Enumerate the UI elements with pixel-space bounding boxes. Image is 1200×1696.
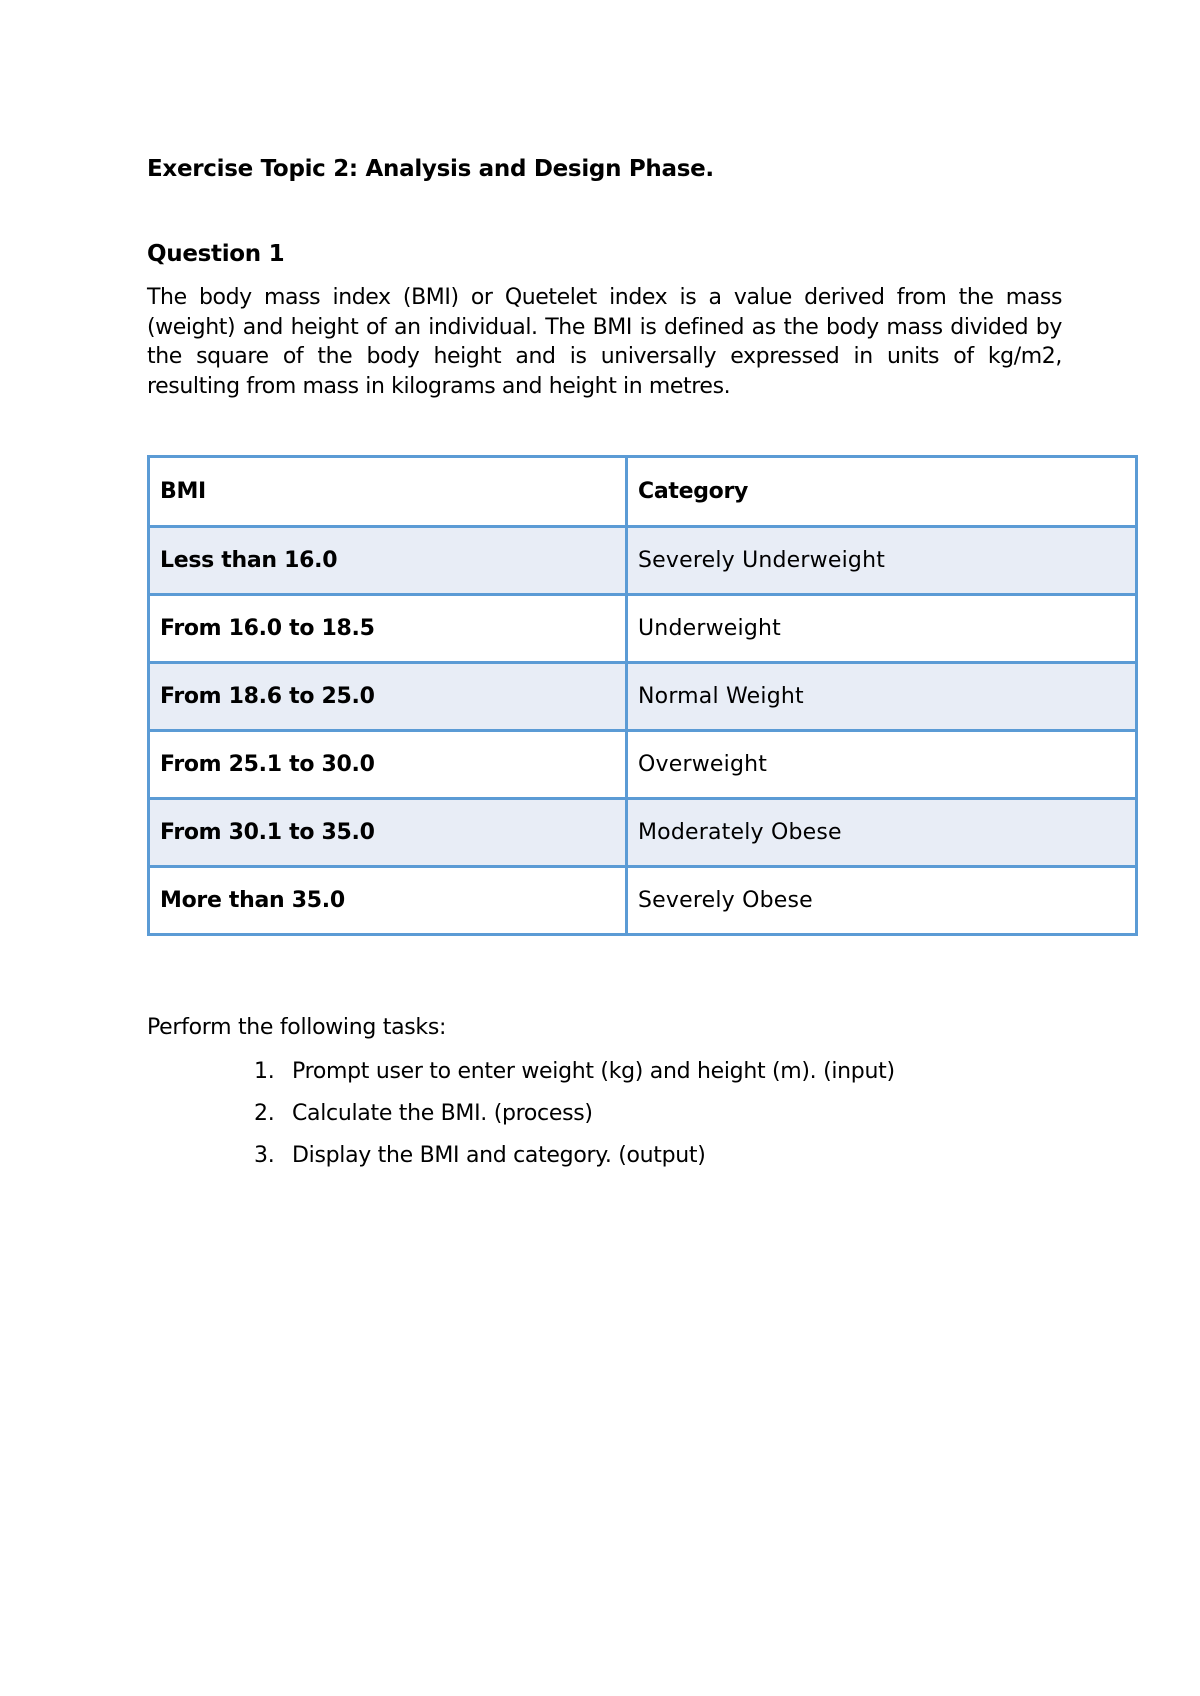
task-text: Display the BMI and category. (output) [292, 1143, 706, 1168]
table-header-row [149, 457, 1137, 527]
tasks-intro: Perform the following tasks: [147, 1015, 447, 1040]
bmi-range-cell: Less than 16.0 [149, 527, 627, 595]
category-cell: Normal Weight [627, 663, 1137, 731]
table-row [149, 595, 1137, 663]
list-item [254, 1057, 895, 1099]
question-heading: Question 1 [147, 241, 285, 267]
table-row [149, 867, 1137, 935]
list-item [254, 1099, 895, 1141]
task-number: 2. [254, 1101, 275, 1126]
category-cell: Overweight [627, 731, 1137, 799]
column-header-category: Category [627, 457, 1137, 527]
task-number: 1. [254, 1059, 275, 1084]
category-cell: Moderately Obese [627, 799, 1137, 867]
table-row [149, 527, 1137, 595]
list-item [254, 1141, 895, 1183]
category-cell: Severely Underweight [627, 527, 1137, 595]
table-row [149, 731, 1137, 799]
bmi-range-cell: More than 35.0 [149, 867, 627, 935]
category-cell: Underweight [627, 595, 1137, 663]
question-body: The body mass index (BMI) or Quetelet index is a value derived from the mass (weight) and height of an individual. The BMI is defined as the body mass divided by the square of the body height and is universally expressed in units of kg/m2, resulting from mass in kilograms and height in metres. [147, 285, 1062, 399]
table-row [149, 663, 1137, 731]
bmi-category-table [147, 455, 1138, 936]
task-number: 3. [254, 1143, 275, 1168]
task-text: Calculate the BMI. (process) [292, 1101, 593, 1126]
bmi-range-cell: From 18.6 to 25.0 [149, 663, 627, 731]
table-row [149, 799, 1137, 867]
document-title: Exercise Topic 2: Analysis and Design Phase. [147, 156, 714, 182]
category-cell: Severely Obese [627, 867, 1137, 935]
bmi-range-cell: From 16.0 to 18.5 [149, 595, 627, 663]
task-text: Prompt user to enter weight (kg) and height (m). (input) [292, 1059, 895, 1084]
task-list [254, 1057, 895, 1183]
bmi-range-cell: From 25.1 to 30.0 [149, 731, 627, 799]
column-header-bmi: BMI [149, 457, 627, 527]
bmi-range-cell: From 30.1 to 35.0 [149, 799, 627, 867]
